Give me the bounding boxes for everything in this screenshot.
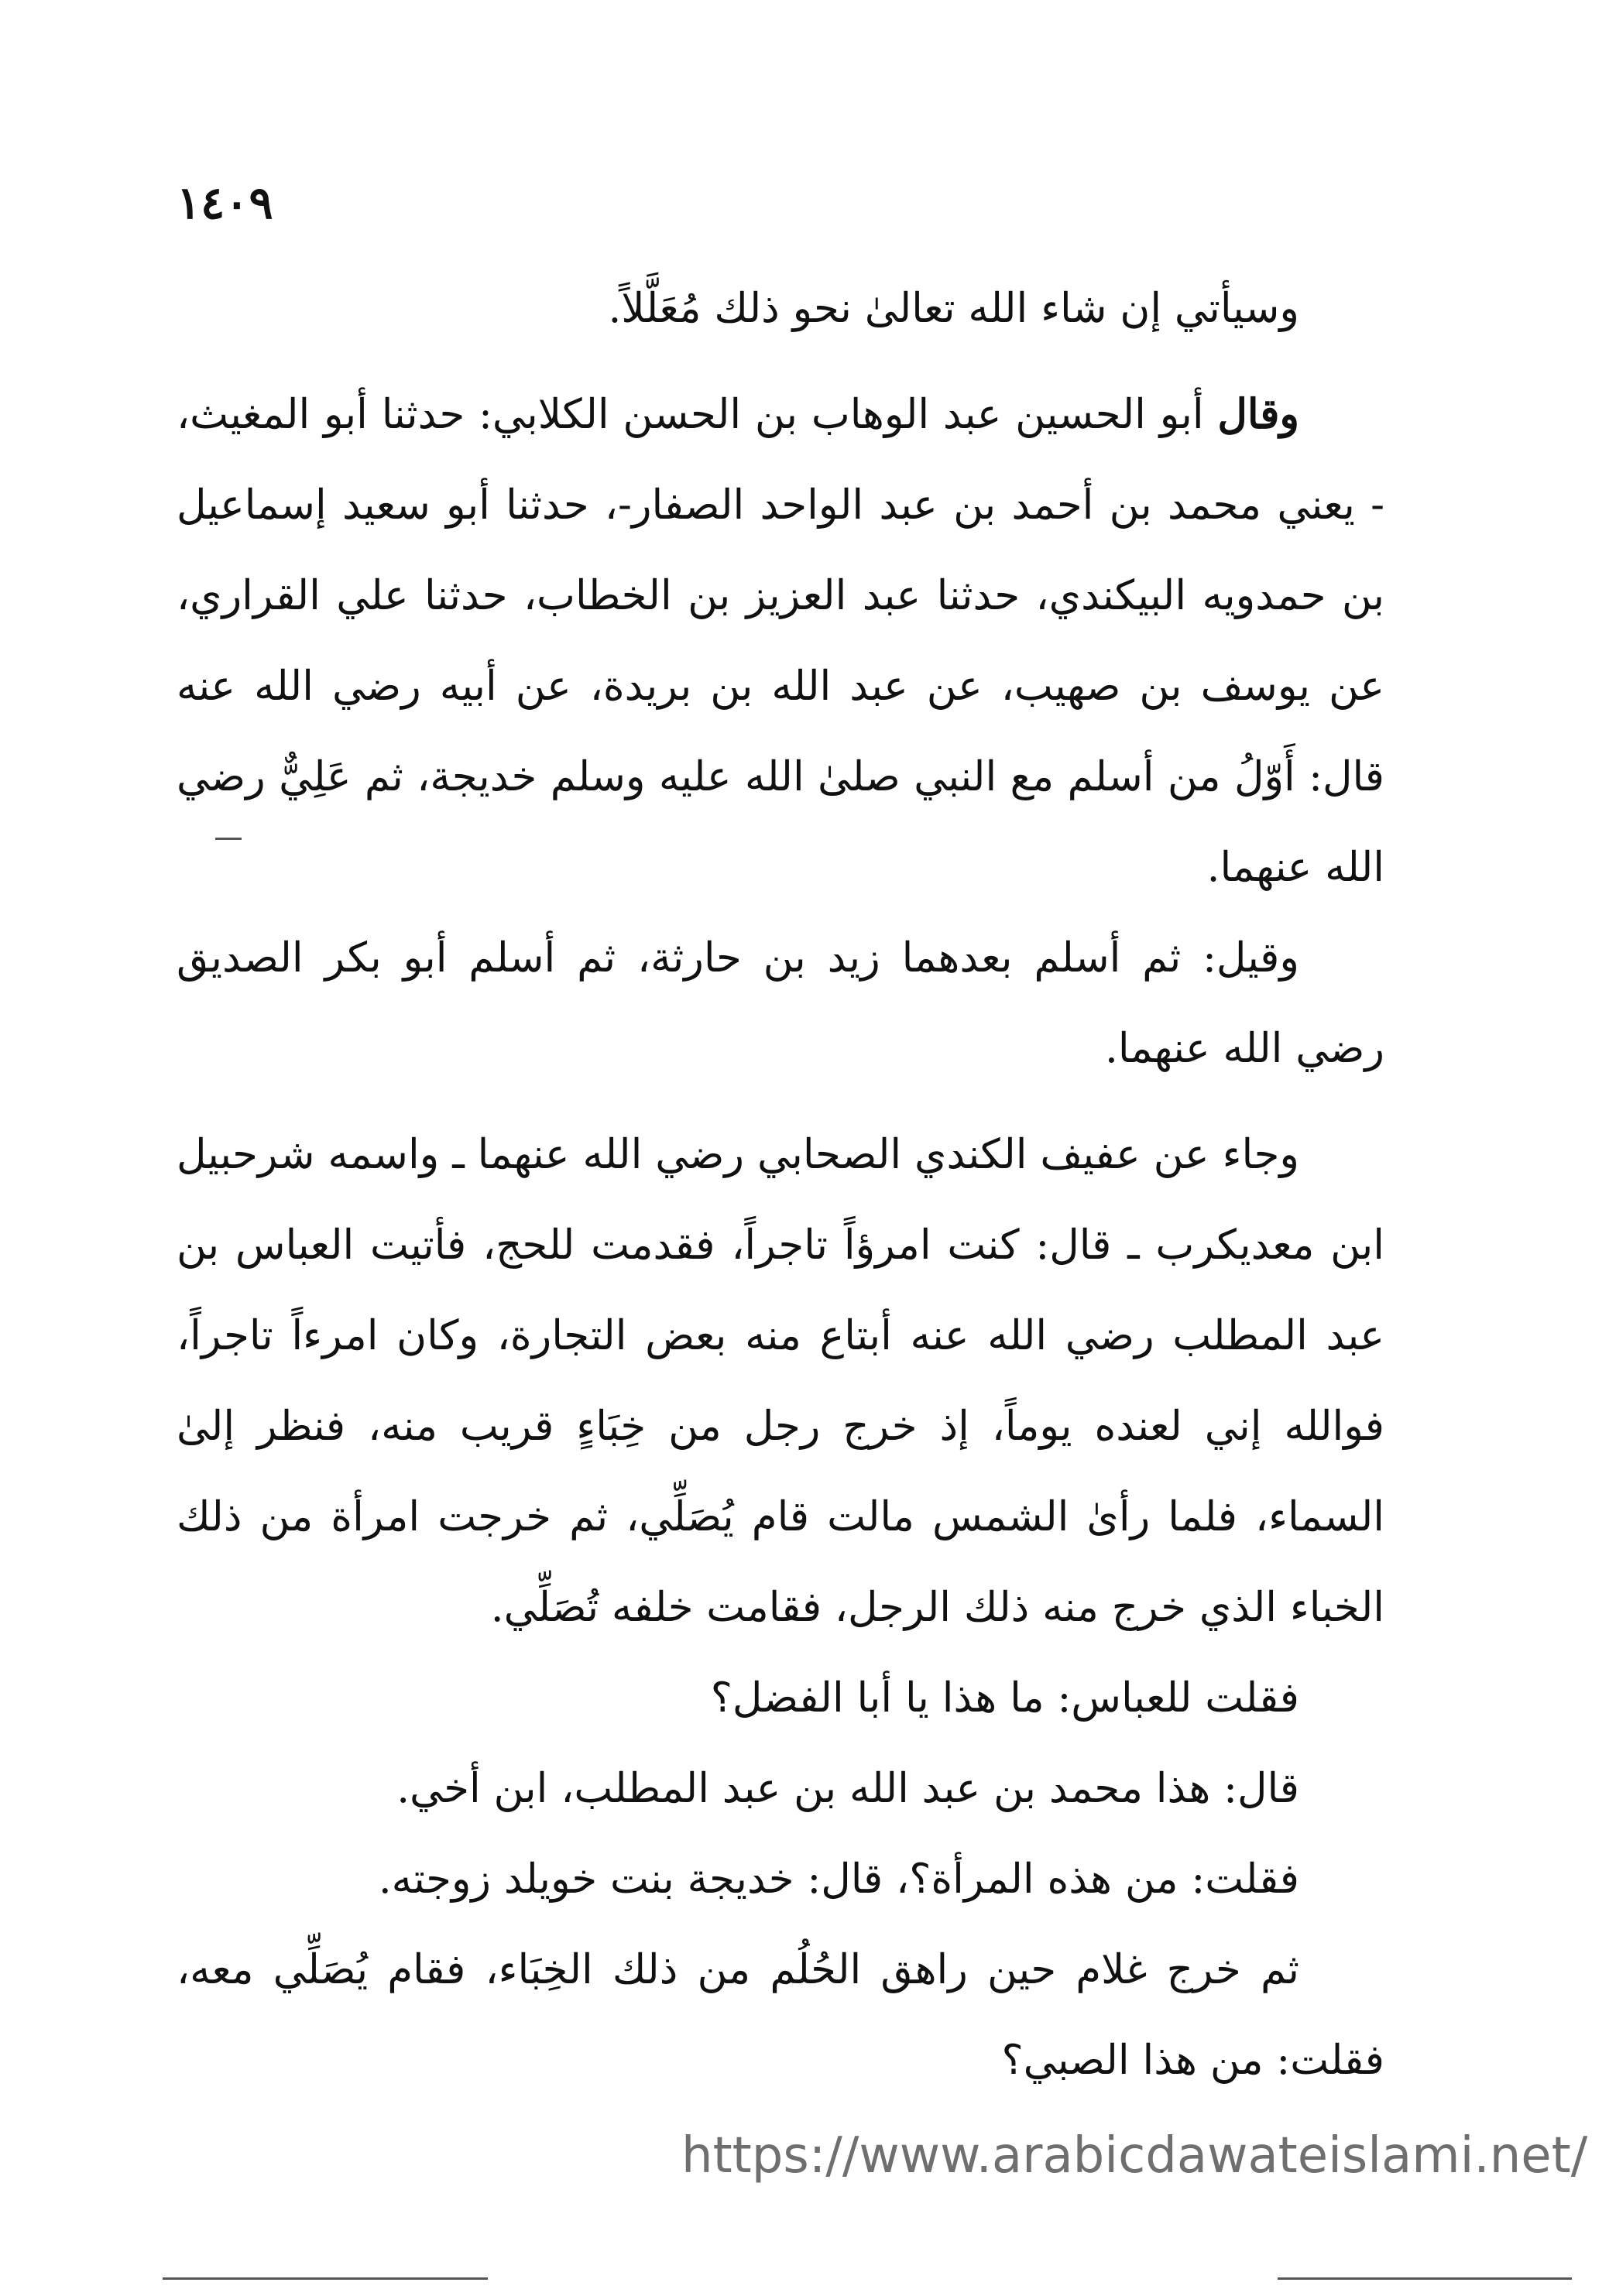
footer-rule-left: [163, 2277, 488, 2280]
paragraph-lead: وقال: [1217, 390, 1299, 438]
watermark-url: https://www.arabicdawateislami.net/: [681, 2127, 1588, 2185]
dialog-line-3: فقلت: من هذه المرأة؟، قال: خديجة بنت خويلد زوجته.: [378, 1856, 1299, 1903]
paragraph-isnad: وقال أبو الحسين عبد الوهاب بن الحسن الكلابي: حدثنا أبو المغيث، - يعني محمد بن أحمد بن عبد الواحد الصفار-، حدثنا أبو سعيد إسماعيل بن حمدويه البيكندي، حدثنا عبد العزيز بن الخطاب، حدثنا علي القراري، عن يوسف بن صهيب، عن عبد الله بن بريدة، عن أبيه رضي الله عنه قال: أَوّلُ من أسلم مع النبي صلىٰ الله عليه وسلم خديجة، ثم عَلِيٌّ رضي الله عنهما.: [177, 390, 1384, 891]
paragraph-qila: وقيل: ثم أسلم بعدهما زيد بن حارثة، ثم أسلم أبو بكر الصديق رضي الله عنهما.: [177, 934, 1384, 1072]
dialog-line-2: قال: هذا محمد بن عبد الله بن عبد المطلب، ابن أخي.: [396, 1765, 1299, 1812]
footer-rule-right: [1278, 2277, 1572, 2280]
main-text: [177, 263, 1384, 2106]
paragraph-intro: وسيأتي إن شاء الله تعالىٰ نحو ذلك مُعَلَّلاً.: [608, 285, 1299, 332]
paragraph-afif: وجاء عن عفيف الكندي الصحابي رضي الله عنهما ـ واسمه شرحبيل ابن معديكرب ـ قال: كنت امرؤاً تاجراً، فقدمت للحج، فأتيت العباس بن عبد المطلب رضي الله عنه أبتاع منه بعض التجارة، وكان امرءاً تاجراً، فوالله إني لعنده يوماً، إذ خرج رجل من خِبَاءٍ قريب منه، فنظر إلىٰ السماء، فلما رأىٰ الشمس مالت قام يُصَلِّي، ثم خرجت امرأة من ذلك الخباء الذي خرج منه ذلك الرجل، فقامت خلفه تُصَلِّي.: [177, 1131, 1384, 1631]
dialog-line-1: فقلت للعباس: ما هذا يا أبا الفضل؟: [710, 1674, 1299, 1722]
page-number: ١٤٠٩: [177, 176, 273, 229]
paragraph-ghulam: ثم خرج غلام حين راهق الحُلُم من ذلك الخِبَاء، فقام يُصَلِّي معه، فقلت: من هذا الصبي؟: [177, 1946, 1384, 2084]
